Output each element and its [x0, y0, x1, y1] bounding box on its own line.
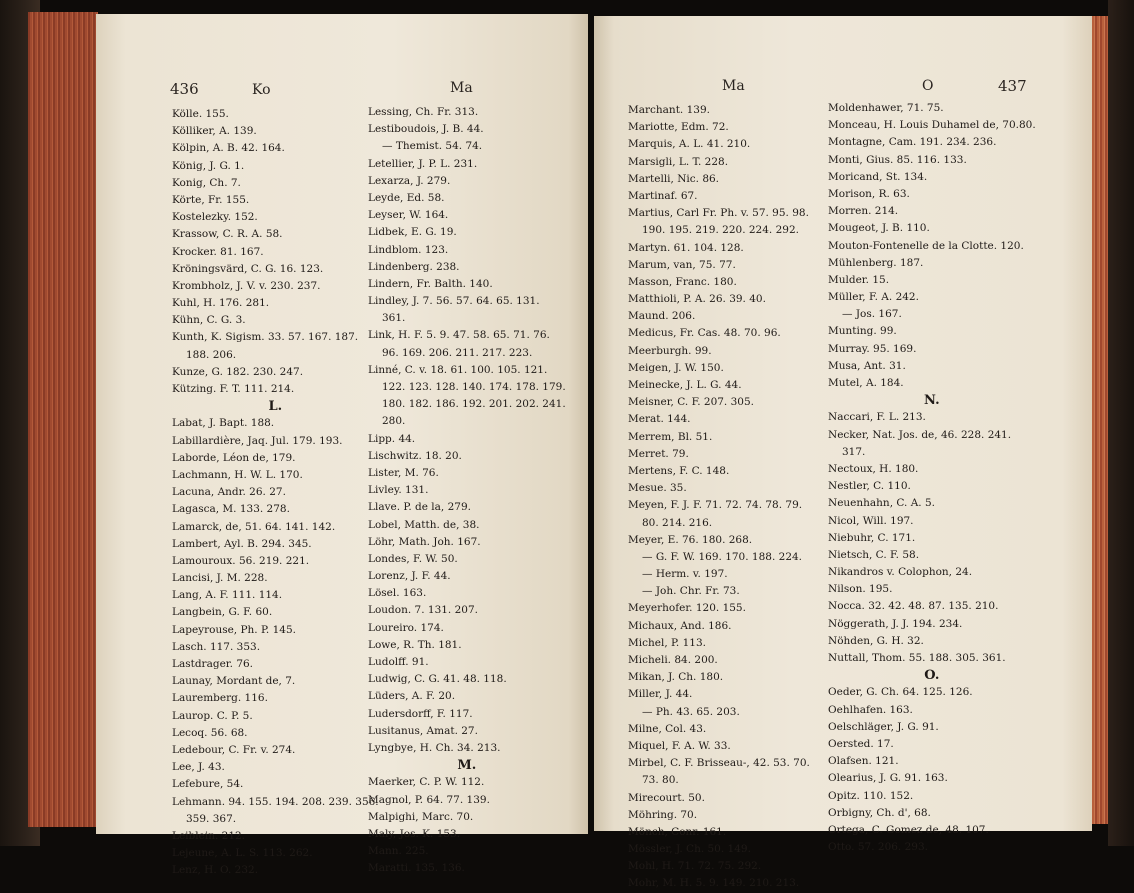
index-entry: Linné, C. v. 18. 61. 100. 105. 121. — [368, 363, 548, 376]
index-entry: Leyde, Ed. 58. — [368, 191, 445, 204]
index-entry: Lindley, J. 7. 56. 57. 64. 65. 131. — [368, 295, 540, 308]
index-entry: 188. 206. — [186, 348, 237, 361]
index-entry: Marsigli, L. T. 228. — [628, 155, 729, 168]
index-entry: Naccari, F. L. 213. — [828, 411, 926, 424]
index-entry: Lancisi, J. M. 228. — [172, 572, 268, 585]
index-entry: Lang, A. F. 111. 114. — [172, 589, 283, 602]
index-entry: — Jos. 167. — [842, 308, 902, 321]
index-column-2 — [368, 104, 566, 877]
index-entry: Llave. P. de la, 279. — [368, 501, 471, 514]
index-entry: Leiblein. 212. — [172, 829, 246, 842]
index-entry: Miquel, F. A. W. 33. — [628, 739, 731, 752]
index-entry: Kröningsvärd, C. G. 16. 123. — [172, 262, 324, 275]
index-entry: Mirecourt. 50. — [628, 791, 705, 804]
index-entry: Merat. 144. — [628, 413, 691, 426]
index-entry: Lobel, Matth. de, 38. — [368, 518, 480, 531]
index-entry: Maratti. 135. 136. — [368, 862, 465, 875]
index-entry: Magnol, P. 64. 77. 139. — [368, 793, 490, 806]
page-edges-left — [28, 12, 98, 827]
index-entry: Mirbel, C. F. Brisseau-, 42. 53. 70. — [628, 757, 810, 770]
index-entry: Meisner, C. F. 207. 305. — [628, 396, 754, 409]
index-entry: Martelli, Nic. 86. — [628, 172, 720, 185]
index-entry: Ortega, C. Gomez de, 48. 107. — [828, 823, 989, 836]
index-entry: Mouton-Fontenelle de la Clotte. 120. — [828, 239, 1024, 252]
index-entry: Lusitanus, Amat. 27. — [368, 724, 478, 737]
index-entry: — Joh. Chr. Fr. 73. — [642, 585, 740, 598]
index-entry: Lipp. 44. — [368, 432, 416, 445]
index-entry: Lambert, Ayl. B. 294. 345. — [172, 537, 312, 550]
index-entry: Kunze, G. 182. 230. 247. — [172, 365, 304, 378]
left-page — [96, 14, 588, 877]
index-entry: Lyngbye, H. Ch. 34. 213. — [368, 741, 501, 754]
index-entry: Laurop. C. P. 5. — [172, 709, 253, 722]
section-letter: O. — [924, 668, 940, 684]
index-entry: Kölliker, A. 139. — [172, 125, 257, 138]
index-entry: Oelschläger, J. G. 91. — [828, 720, 939, 733]
index-entry: Mesue. 35. — [628, 482, 687, 495]
index-entry: 190. 195. 219. 220. 224. 292. — [642, 224, 799, 237]
header-right-keyword: O — [922, 78, 934, 94]
index-entry: Kunth, K. Sigism. 33. 57. 167. 187. — [172, 331, 359, 344]
index-entry: 359. 367. — [186, 812, 237, 825]
index-entry: Mann. 225. — [368, 845, 429, 858]
index-entry: Lacuna, Andr. 26. 27. — [172, 486, 286, 499]
index-entry: Merret. 79. — [628, 447, 689, 460]
index-entry: Maund. 206. — [628, 310, 696, 323]
index-entry: Ludwig, C. G. 41. 48. 118. — [368, 673, 507, 686]
header-left-keyword: Ko — [252, 82, 271, 98]
index-entry: Lauremberg. 116. — [172, 692, 268, 705]
index-entry: Morren. 214. — [828, 205, 899, 218]
index-entry: Kuhl, H. 176. 281. — [172, 297, 270, 310]
index-entry: Nuttall, Thom. 55. 188. 305. 361. — [828, 652, 1006, 664]
index-entry: — G. F. W. 169. 170. 188. 224. — [642, 550, 803, 563]
index-entry: Niebuhr, C. 171. — [828, 531, 916, 544]
index-entry: Konig, Ch. 7. — [172, 176, 241, 189]
index-entry: Olafsen. 121. — [828, 755, 899, 768]
index-entry: Mohr, M. H. 5. 9. 149. 210. 213. — [628, 877, 800, 890]
section-letter: N. — [924, 393, 940, 409]
index-entry: Mönch, Conr. 161. — [628, 825, 727, 838]
index-entry: Mutel, A. 184. — [828, 377, 904, 389]
index-entry: Milne, Col. 43. — [628, 722, 707, 735]
index-entry: Lehmann. 94. 155. 194. 208. 239. 356. — [172, 795, 379, 808]
index-entry: Martyn. 61. 104. 128. — [628, 241, 744, 254]
index-entry: Murray. 95. 169. — [828, 342, 917, 355]
index-entry: Körte, Fr. 155. — [172, 193, 250, 206]
index-entry: Launay, Mordant de, 7. — [172, 675, 296, 688]
index-entry: Mössler, J. Ch. 50. 149. — [628, 843, 751, 856]
index-entry: Livley. 131. — [368, 484, 429, 497]
index-entry: Möhring. 70. — [628, 808, 698, 821]
index-entry: Mühlenberg. 187. — [828, 256, 924, 269]
index-entry: Mikan, J. Ch. 180. — [628, 671, 724, 684]
index-entry: Leyser, W. 164. — [368, 209, 449, 222]
index-entry: 80. 214. 216. — [642, 516, 713, 529]
index-entry: Mariotte, Edm. 72. — [628, 121, 729, 134]
index-entry: Lastdrager. 76. — [172, 658, 254, 670]
index-entry: Nöhden, G. H. 32. — [828, 634, 924, 647]
index-entry: Mougeot, J. B. 110. — [828, 222, 930, 235]
section-letter: L. — [268, 399, 283, 415]
index-entry: Lapeyrouse, Ph. P. 145. — [172, 623, 296, 636]
index-entry: Lasch. 117. 353. — [172, 640, 261, 653]
index-entry: Letellier, J. P. L. 231. — [368, 157, 478, 170]
index-entry: Lamouroux. 56. 219. 221. — [172, 554, 310, 567]
index-entry: Laborde, Léon de, 179. — [172, 451, 296, 464]
index-entry: Lindenberg. 238. — [368, 260, 460, 273]
index-entry: 180. 182. 186. 192. 201. 202. 241. — [382, 398, 566, 411]
index-entry: Krocker. 81. 167. — [172, 245, 264, 258]
index-entry: Lowe, R. Th. 181. — [368, 638, 462, 651]
index-entry: Kölle. 155. — [172, 108, 229, 120]
index-entry: Meerburgh. 99. — [628, 344, 712, 357]
index-entry: Nectoux, H. 180. — [828, 462, 919, 475]
index-entry: Masson, Franc. 180. — [628, 275, 737, 288]
index-entry: Nocca. 32. 42. 48. 87. 135. 210. — [828, 600, 999, 613]
index-entry: Moldenhawer, 71. 75. — [828, 102, 944, 114]
index-entry: Lidbek, E. G. 19. — [368, 226, 457, 239]
index-entry: 96. 169. 206. 211. 217. 223. — [382, 346, 533, 359]
index-entry: Monceau, H. Louis Duhamel de, 70.80. — [828, 119, 1036, 132]
index-entry: Lestiboudois, J. B. 44. — [368, 123, 484, 136]
index-entry: Lexarza, J. 279. — [368, 174, 451, 187]
index-column-2 — [828, 100, 1036, 856]
index-entry: Lister, M. 76. — [368, 466, 439, 479]
index-entry: Müller, F. A. 242. — [828, 291, 919, 304]
index-entry: Necker, Nat. Jos. de, 46. 228. 241. — [828, 428, 1012, 441]
index-entry: 317. — [842, 445, 866, 458]
index-entry: Kostelezky. 152. — [172, 211, 258, 224]
index-entry: Kölpin, A. B. 42. 164. — [172, 142, 285, 155]
index-entry: Otto. 57. 206. 293. — [828, 841, 928, 854]
index-entry: Maly, Jos. K. 153. — [368, 827, 461, 840]
index-entry: Moricand, St. 134. — [828, 170, 928, 183]
index-entry: Musa, Ant. 31. — [828, 359, 906, 372]
index-entry: Loudon. 7. 131. 207. — [368, 604, 478, 617]
index-entry: Matthioli, P. A. 26. 39. 40. — [628, 293, 766, 306]
index-entry: Michel, P. 113. — [628, 636, 706, 649]
index-entry: Kützing. F. T. 111. 214. — [172, 383, 295, 395]
index-entry: Meigen, J. W. 150. — [628, 361, 724, 374]
index-entry: Munting. 99. — [828, 325, 897, 338]
index-entry: Miller, J. 44. — [628, 688, 693, 701]
index-entry: Lee, J. 43. — [172, 761, 225, 774]
index-entry: Oehlhafen. 163. — [828, 703, 913, 716]
index-entry: Martinaf. 67. — [628, 189, 698, 202]
index-entry: 280. — [382, 415, 406, 428]
index-entry: Olearius, J. G. 91. 163. — [828, 772, 948, 785]
index-entry: Londes, F. W. 50. — [368, 552, 458, 565]
index-entry: Ludolff. 91. — [368, 656, 429, 668]
index-entry: 122. 123. 128. 140. 174. 178. 179. — [382, 381, 566, 393]
index-entry: Loureiro. 174. — [368, 621, 444, 634]
index-entry: Lindblom. 123. — [368, 243, 449, 256]
index-entry: Orbigny, Ch. d', 68. — [828, 806, 931, 819]
index-entry: Marum, van, 75. 77. — [628, 258, 736, 271]
index-entry: Lachmann, H. W. L. 170. — [172, 468, 303, 481]
page-number: 436 — [170, 80, 199, 98]
index-entry: Ledebour, C. Fr. v. 274. — [172, 743, 296, 756]
index-entry: Meyen, F. J. F. 71. 72. 74. 78. 79. — [628, 499, 803, 512]
index-entry: König, J. G. 1. — [172, 159, 245, 172]
index-entry: Krombholz, J. V. v. 230. 237. — [172, 279, 321, 292]
index-entry: 73. 80. — [642, 774, 679, 787]
index-entry: Lejeune, A. L. S. 113. 262. — [172, 847, 313, 860]
index-entry: Neuenhahn, C. A. 5. — [828, 497, 935, 510]
index-entry: — Ph. 43. 65. 203. — [642, 705, 740, 718]
index-entry: Malpighi, Marc. 70. — [368, 810, 474, 823]
index-entry: Lessing, Ch. Fr. 313. — [368, 106, 479, 118]
index-entry: Maerker, C. P. W. 112. — [368, 776, 485, 789]
index-entry: Nikandros v. Colophon, 24. — [828, 566, 973, 579]
index-entry: Oersted. 17. — [828, 737, 894, 750]
index-entry: Lüders, A. F. 20. — [368, 690, 456, 703]
index-column-1 — [628, 102, 810, 893]
index-entry: Marchant. 139. — [628, 104, 710, 116]
index-entry: Lenz, H. O. 232. — [172, 864, 259, 877]
index-entry: Löhr, Math. Joh. 167. — [368, 535, 481, 548]
index-entry: Kühn, C. G. 3. — [172, 314, 246, 327]
page-number: 437 — [998, 77, 1027, 95]
index-entry: Opitz. 110. 152. — [828, 789, 914, 802]
header-left-keyword: Ma — [722, 78, 745, 94]
index-entry: Meinecke, J. L. G. 44. — [628, 379, 742, 391]
index-entry: Lorenz, J. F. 44. — [368, 570, 451, 583]
index-entry: — Themist. 54. 74. — [382, 140, 483, 153]
index-entry: Nicol, Will. 197. — [828, 514, 914, 527]
index-entry: Mohl, H. 71. 72. 75. 292. — [628, 860, 762, 873]
index-entry: Lamarck, de, 51. 64. 141. 142. — [172, 520, 336, 533]
index-entry: Oeder, G. Ch. 64. 125. 126. — [828, 686, 973, 699]
index-entry: Nestler, C. 110. — [828, 480, 911, 493]
index-entry: Micheli. 84. 200. — [628, 654, 718, 666]
index-entry: Nietsch, C. F. 58. — [828, 548, 920, 561]
index-entry: Labat, J. Bapt. 188. — [172, 417, 275, 430]
index-entry: Link, H. F. 5. 9. 47. 58. 65. 71. 76. — [368, 329, 550, 342]
index-entry: Lischwitz. 18. 20. — [368, 449, 462, 462]
index-column-1 — [172, 106, 379, 879]
index-entry: — Herm. v. 197. — [642, 568, 728, 581]
index-entry: Lefebure, 54. — [172, 778, 244, 791]
index-entry: Monti, Gius. 85. 116. 133. — [828, 153, 967, 166]
index-entry: Martius, Carl Fr. Ph. v. 57. 95. 98. — [628, 207, 809, 220]
index-entry: Michaux, And. 186. — [628, 619, 732, 632]
index-entry: Nöggerath, J. J. 194. 234. — [828, 617, 963, 630]
index-entry: Mertens, F. C. 148. — [628, 464, 730, 477]
index-entry: Marquis, A. L. 41. 210. — [628, 138, 751, 151]
index-entry: Lecoq. 56. 68. — [172, 726, 248, 739]
index-entry: Labillardière, Jaq. Jul. 179. 193. — [172, 434, 343, 447]
index-entry: Medicus, Fr. Cas. 48. 70. 96. — [628, 327, 781, 340]
index-entry: Nilson. 195. — [828, 583, 893, 596]
index-entry: Krassow, C. R. A. 58. — [172, 228, 283, 241]
index-entry: Meyer, E. 76. 180. 268. — [628, 533, 753, 546]
header-right-keyword: Ma — [450, 80, 473, 96]
index-entry: Lindern, Fr. Balth. 140. — [368, 277, 493, 290]
index-entry: Meyerhofer. 120. 155. — [628, 602, 746, 615]
index-entry: Ludersdorff, F. 117. — [368, 707, 473, 720]
index-entry: Lösel. 163. — [368, 587, 427, 600]
index-entry: Montagne, Cam. 191. 234. 236. — [828, 136, 997, 149]
right-page — [594, 16, 1092, 890]
index-entry: 361. — [382, 312, 406, 325]
index-entry: Langbein, G. F. 60. — [172, 606, 273, 619]
index-entry: Mulder. 15. — [828, 273, 890, 286]
index-entry: Merrem, Bl. 51. — [628, 430, 713, 443]
section-letter: M. — [457, 758, 477, 774]
index-entry: Lagasca, M. 133. 278. — [172, 503, 290, 516]
index-entry: Morison, R. 63. — [828, 187, 910, 200]
book-cover-right — [1108, 0, 1134, 846]
